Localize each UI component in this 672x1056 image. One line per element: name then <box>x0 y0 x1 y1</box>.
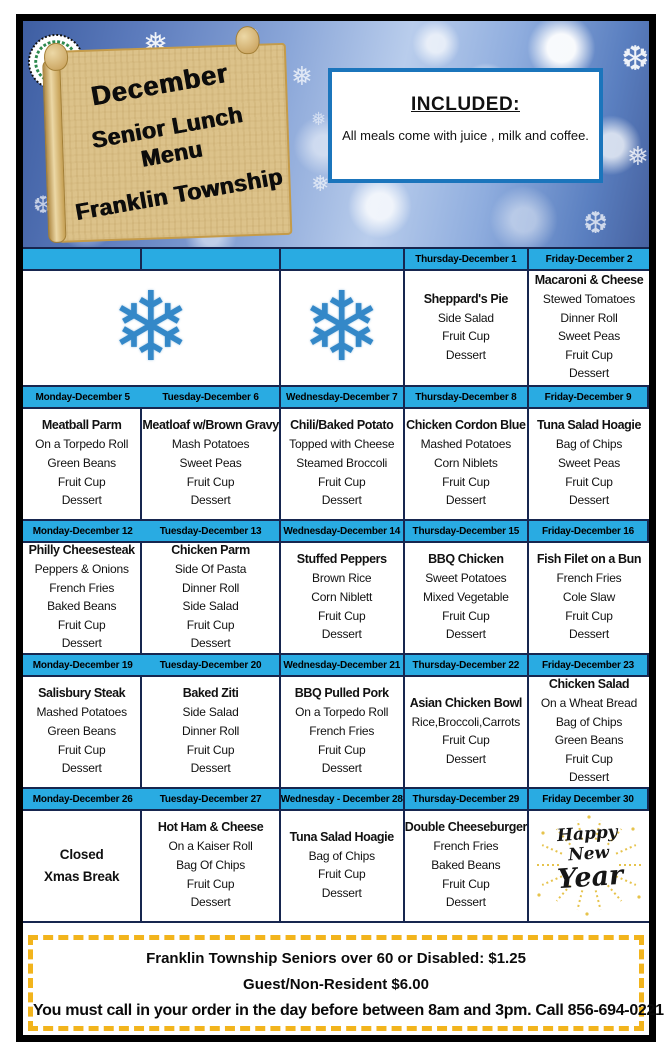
entree-title: Double Cheeseburger <box>404 820 527 835</box>
menu-item: Fruit Cup <box>442 474 490 489</box>
closed-text: Closed <box>59 847 104 863</box>
menu-item: Dessert <box>445 347 486 362</box>
menu-item: Side Of Pasta <box>174 562 247 577</box>
day-header: Thursday-December 22 <box>405 653 529 675</box>
day-header: Wednesday-December 7 <box>281 385 405 407</box>
entree-title: Philly Cheesesteak <box>28 543 135 558</box>
menu-item: Bag of Chips <box>308 848 375 863</box>
entree-title: Baked Ziti <box>182 686 239 701</box>
scroll-knob-icon <box>235 26 260 55</box>
menu-item: French Fries <box>49 580 115 595</box>
menu-item: Dinner Roll <box>181 580 240 595</box>
menu-cell <box>23 407 142 519</box>
menu-item: Green Beans <box>47 723 116 738</box>
price-guest: Guest/Non-Resident $6.00 <box>243 976 429 993</box>
menu-cell <box>529 269 649 385</box>
menu-item: Fruit Cup <box>317 867 366 882</box>
menu-item: Dessert <box>190 493 231 508</box>
menu-item: Bag of Chips <box>555 714 623 729</box>
day-header: Thursday-December 1 <box>405 247 529 269</box>
day-header: Monday-December 5 <box>23 385 142 407</box>
entree-title: BBQ Chicken <box>428 552 504 567</box>
title-line3: Franklin Township <box>73 163 285 226</box>
menu-item: Bag of Chips <box>555 437 623 452</box>
day-header: Friday December 30 <box>529 787 649 809</box>
menu-cell <box>23 541 142 653</box>
menu-item: Dessert <box>61 761 102 776</box>
snowflake-icon <box>627 141 649 172</box>
menu-item: Sweet Peas <box>557 455 621 470</box>
menu-item: Side Salad <box>182 705 239 720</box>
snowflake-icon: ❄ <box>110 274 192 381</box>
menu-item: Dessert <box>190 761 231 776</box>
menu-item: Mixed Vegetable <box>422 589 509 604</box>
day-header: Monday-December 26 <box>23 787 142 809</box>
entree-title: Stuffed Peppers <box>296 552 387 567</box>
menu-item: Dinner Roll <box>181 723 240 738</box>
banner <box>23 21 649 247</box>
menu-item: Fruit Cup <box>57 617 106 632</box>
snowflake-cell <box>23 269 281 385</box>
menu-item: Stewed Tomatoes <box>542 292 636 307</box>
menu-item: Fruit Cup <box>317 608 366 623</box>
menu-item: Dessert <box>569 493 609 508</box>
menu-item: Baked Beans <box>47 599 117 614</box>
day-header: Wednesday-December 14 <box>281 519 405 541</box>
menu-item: Brown Rice <box>312 571 372 586</box>
menu-item: Green Beans <box>554 733 624 748</box>
snowflake-icon <box>621 39 649 79</box>
menu-cell <box>405 675 529 787</box>
menu-item: Fruit Cup <box>442 329 490 344</box>
entree-title: Chili/Baked Potato <box>290 418 394 433</box>
snowflake-icon <box>583 206 608 241</box>
day-header: Tuesday-December 13 <box>142 519 280 541</box>
snowflake-icon: ❄ <box>301 274 382 381</box>
menu-item: Dessert <box>445 493 486 508</box>
menu-cell <box>529 675 649 787</box>
entree-title: Salisbury Steak <box>38 686 126 701</box>
menu-item: Sweet Potatoes <box>425 571 507 586</box>
page-frame <box>16 14 664 1042</box>
menu-cell <box>405 541 529 653</box>
entree-title: Fish Filet on a Bun <box>536 552 642 567</box>
entree-title: Chicken Parm <box>171 543 250 558</box>
included-box <box>328 68 603 183</box>
day-header: Monday-December 19 <box>23 653 142 675</box>
menu-item: Fruit Cup <box>565 608 613 623</box>
menu-table <box>23 247 649 923</box>
menu-item: Fruit Cup <box>317 474 366 489</box>
menu-item: Dessert <box>445 895 486 910</box>
entree-title: Meatloaf w/Brown Gravy <box>142 418 279 433</box>
menu-item: Fruit Cup <box>186 474 235 489</box>
menu-cell <box>281 407 405 519</box>
menu-item: Bag Of Chips <box>176 857 246 872</box>
menu-cell <box>281 541 405 653</box>
entree-title: Sheppard's Pie <box>423 291 508 306</box>
menu-cell <box>405 269 529 385</box>
menu-item: French Fries <box>309 723 375 738</box>
menu-item: Fruit Cup <box>57 742 106 757</box>
day-header <box>142 247 280 269</box>
happy-new-year-cell <box>529 809 649 921</box>
menu-item: French Fries <box>433 839 499 854</box>
menu-item: Green Beans <box>47 455 116 470</box>
title-scroll <box>42 37 293 243</box>
menu-item: Corn Niblets <box>434 455 498 470</box>
day-header: Tuesday-December 27 <box>142 787 280 809</box>
entree-title: Asian Chicken Bowl <box>409 695 522 710</box>
menu-item: Dessert <box>321 885 362 900</box>
menu-item: Fruit Cup <box>442 608 490 623</box>
closed-text: Xmas Break <box>44 869 120 884</box>
menu-cell <box>142 541 280 653</box>
menu-item: Baked Beans <box>431 857 501 872</box>
menu-item: French Fries <box>556 571 622 586</box>
menu-cell <box>142 809 280 921</box>
snowflake-cell <box>281 269 405 385</box>
menu-item: Dessert <box>445 751 486 766</box>
included-text: All meals come with juice , milk and coffee. <box>342 128 589 143</box>
menu-item: Corn Niblett <box>311 589 373 604</box>
menu-item: Dessert <box>321 761 362 776</box>
menu-item: Rice,Broccoli,Carrots <box>411 714 521 729</box>
menu-item: Fruit Cup <box>442 876 490 891</box>
menu-item: Mashed Potatoes <box>36 705 127 720</box>
happy-new-year-text: Happy New Year <box>556 821 625 896</box>
menu-item: Fruit Cup <box>57 474 106 489</box>
menu-item: Mashed Potatoes <box>420 437 512 452</box>
menu-item: Dessert <box>569 770 609 785</box>
menu-item: On a Torpedo Roll <box>35 437 129 452</box>
price-seniors: Franklin Township Seniors over 60 or Disabled: $1.25 <box>146 950 526 967</box>
menu-item: Dessert <box>61 493 102 508</box>
menu-item: Dinner Roll <box>560 310 618 325</box>
menu-item: On a Wheat Bread <box>540 696 638 711</box>
menu-item: Steamed Broccoli <box>296 455 388 470</box>
menu-item: Dessert <box>190 636 231 651</box>
scroll-knob-icon <box>44 42 69 71</box>
menu-cell <box>281 809 405 921</box>
day-header <box>23 247 142 269</box>
menu-item: Fruit Cup <box>565 474 613 489</box>
menu-item: Side Salad <box>182 599 239 614</box>
day-header: Tuesday-December 20 <box>142 653 280 675</box>
entree-title: Hot Ham & Cheese <box>157 820 264 835</box>
day-header: Wednesday-December 21 <box>281 653 405 675</box>
day-header: Monday-December 12 <box>23 519 142 541</box>
menu-item: Sweet Peas <box>179 455 242 470</box>
entree-title: Tuna Salad Hoagie <box>289 829 394 844</box>
menu-item: Fruit Cup <box>186 617 235 632</box>
order-instructions: You must call in your order in the day before between 8am and 3pm. Call 856-694-0221 <box>33 1002 664 1019</box>
menu-item: Dessert <box>321 627 362 642</box>
snowflake-icon <box>311 109 326 130</box>
closed-cell <box>23 809 142 921</box>
menu-item: Mash Potatoes <box>171 437 250 452</box>
menu-cell <box>23 675 142 787</box>
title-line2: Senior Lunch Menu <box>89 101 245 172</box>
menu-item: Topped with Cheese <box>289 437 395 452</box>
menu-item: Side Salad <box>437 310 494 325</box>
menu-item: Fruit Cup <box>186 742 235 757</box>
day-header: Wednesday - December 28 <box>281 787 405 809</box>
menu-item: Cole Slaw <box>562 589 616 604</box>
menu-item: Fruit Cup <box>317 742 366 757</box>
menu-cell <box>529 407 649 519</box>
menu-item: Dessert <box>190 895 231 910</box>
day-header: Friday-December 23 <box>529 653 649 675</box>
snowflake-icon <box>291 61 313 92</box>
menu-cell <box>142 675 280 787</box>
menu-item: Sweet Peas <box>557 329 621 344</box>
menu-cell <box>529 541 649 653</box>
menu-cell <box>142 407 280 519</box>
menu-item: Fruit Cup <box>186 876 235 891</box>
menu-item: Dessert <box>569 366 609 381</box>
menu-item: Dessert <box>569 627 609 642</box>
menu-item: Fruit Cup <box>565 347 613 362</box>
menu-cell <box>405 809 529 921</box>
menu-item: Dessert <box>445 627 486 642</box>
title-month: December <box>88 57 231 112</box>
entree-title: Chicken Salad <box>548 677 630 692</box>
day-header <box>281 247 405 269</box>
day-header: Thursday-December 29 <box>405 787 529 809</box>
entree-title: BBQ Pulled Pork <box>294 686 389 701</box>
menu-item: Fruit Cup <box>442 733 490 748</box>
menu-item: On a Torpedo Roll <box>295 705 389 720</box>
snowflake-icon <box>311 171 329 197</box>
day-header: Thursday-December 8 <box>405 385 529 407</box>
happy-new-year-graphic <box>529 813 649 919</box>
day-header: Friday-December 9 <box>529 385 649 407</box>
day-header: Thursday-December 15 <box>405 519 529 541</box>
menu-item: Fruit Cup <box>565 751 613 766</box>
entree-title: Chicken Cordon Blue <box>406 418 526 433</box>
menu-item: On a Kaiser Roll <box>168 839 253 854</box>
menu-item: Dessert <box>61 636 102 651</box>
entree-title: Meatball Parm <box>41 418 122 433</box>
menu-item: Peppers & Onions <box>34 562 129 577</box>
entree-title: Tuna Salad Hoagie <box>536 418 642 433</box>
day-header: Friday-December 2 <box>529 247 649 269</box>
menu-cell <box>281 675 405 787</box>
included-title: INCLUDED: <box>411 94 520 115</box>
day-header: Tuesday-December 6 <box>142 385 280 407</box>
day-header: Friday-December 16 <box>529 519 649 541</box>
menu-item: Dessert <box>321 493 362 508</box>
menu-cell <box>405 407 529 519</box>
pricing-footer <box>28 935 664 1031</box>
entree-title: Macaroni & Cheese <box>534 273 644 288</box>
